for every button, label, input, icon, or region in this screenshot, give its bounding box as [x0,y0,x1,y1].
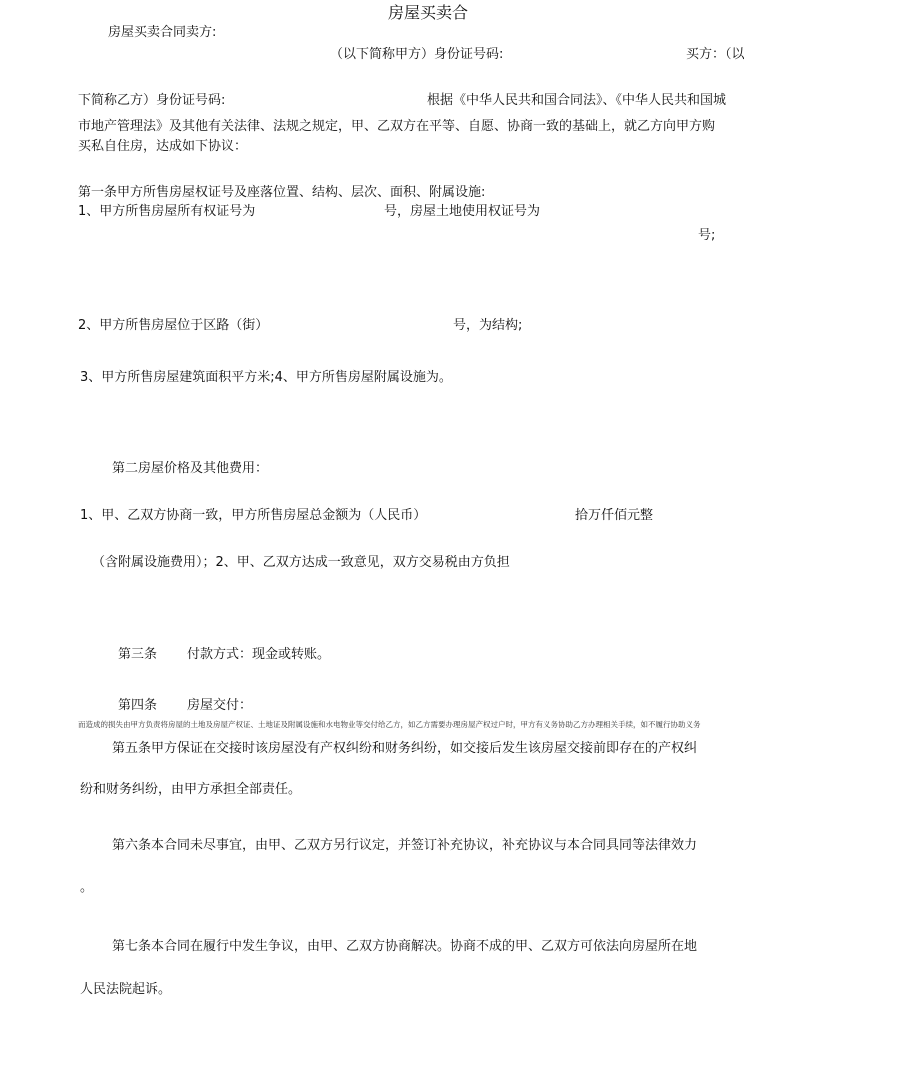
text-line: 拾万仟佰元整 [575,508,654,523]
text-line: 买方：（以 [686,47,745,62]
text-line: 1、甲、乙双方协商一致，甲方所售房屋总金额为（人民币） [80,508,427,523]
text-line: 1、甲方所售房屋所有权证号为 [78,204,256,219]
article-2-heading: 第二房屋价格及其他费用： [112,461,269,476]
text-line: 房屋买卖合同卖方: [108,25,217,40]
article-7-text: 第七条本合同在履行中发生争议，由甲、乙双方协商解决。协商不成的甲、乙双方可依法向房屋所在地 [112,939,698,954]
text-line: 买私自住房，达成如下协议： [78,139,248,154]
text-line: 下简称乙方）身份证号码: [78,93,226,108]
text-line: （含附属设施费用）；2、甲、乙双方达成一致意见，双方交易税由方负担 [92,555,510,570]
article-3-heading: 第三条 [118,647,158,662]
article-6-text: 第六条本合同未尽事宜，由甲、乙双方另行议定，并签订补充协议，补充协议与本合同具同等法律效力 [112,838,698,853]
article-4-heading: 第四条 [118,698,158,713]
text-line: 号，为结构; [453,318,523,333]
text-line: 号，房屋土地使用权证号为 [384,204,541,219]
text-line: 市地产管理法》及其他有关法律、法规之规定，甲、乙双方在平等、自愿、协商一致的基础上，就乙方向甲方购 [78,119,716,134]
text-line: 房屋交付： [187,698,253,713]
text-line: 2、甲方所售房屋位于区路（街） [78,318,269,333]
article-5-text: 第五条甲方保证在交接时该房屋没有产权纠纷和财务纠纷，如交接后发生该房屋交接前即存在的产权纠 [112,741,698,756]
text-line: 3、甲方所售房屋建筑面积平方米;4、甲方所售房屋附属设施为。 [80,370,452,385]
text-line: 根据《中华人民共和国合同法》、《中华人民共和国城 [427,93,727,108]
article-1-heading: 第一条甲方所售房屋权证号及座落位置、结构、层次、面积、附属设施: [78,185,486,200]
text-line: 。 [80,880,94,895]
text-line: 纷和财务纠纷，由甲方承担全部责任。 [80,782,302,797]
document-title: 房屋买卖合 [388,3,469,22]
text-line: 付款方式：现金或转账。 [187,647,331,662]
text-line: 人民法院起诉。 [80,982,172,997]
text-line: 号; [698,228,716,243]
text-line: （以下简称甲方）身份证号码: [330,47,504,62]
small-clause-text: 而造成的损失由甲方负责将房屋的土地及房屋产权证、土地证及附属设施和水电物业等交付给乙方，如乙方需要办理房屋产权过户时，甲方有义务协助乙方办理相关手续，如不履行协助义务 [78,720,701,729]
